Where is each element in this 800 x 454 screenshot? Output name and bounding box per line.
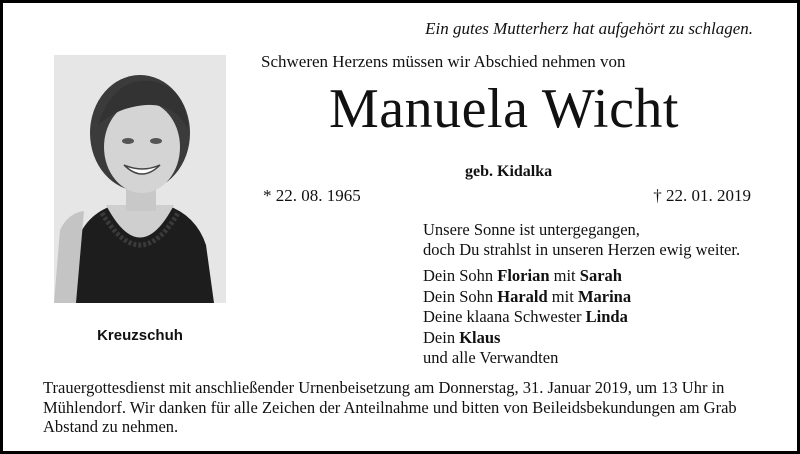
mourners-list xyxy=(423,266,631,369)
mourner-connector: mit xyxy=(547,286,578,306)
motto-text: Ein gutes Mutterherz hat aufgehört zu schlagen. xyxy=(425,19,753,38)
memorial-verse xyxy=(423,220,740,260)
photo-caption: Kreuzschuh xyxy=(97,327,183,344)
mourner-relation: Dein xyxy=(423,327,460,347)
verse-line: doch Du strahlst in unseren Herzen ewig weiter. xyxy=(423,240,741,259)
mourner-relation: und alle Verwandten xyxy=(423,348,559,367)
mourner-line xyxy=(423,266,631,287)
mourner-connector: mit xyxy=(549,266,580,285)
mourner-relation: Deine klaana Schwester xyxy=(423,307,586,326)
mourner-line xyxy=(423,348,631,369)
deceased-name: Manuela Wicht xyxy=(329,78,679,140)
death-date: † 22. 01. 2019 xyxy=(653,186,751,205)
mourner-relation: Dein Sohn xyxy=(423,266,498,285)
mourner-line xyxy=(423,328,631,349)
mourner-partner-name: Marina xyxy=(577,286,632,306)
intro-text: Schweren Herzens müssen wir Abschied nehmen von xyxy=(261,52,626,71)
portrait-photo xyxy=(54,55,226,303)
mourner-line xyxy=(423,307,631,328)
birth-date: * 22. 08. 1965 xyxy=(263,186,361,205)
mourner-line xyxy=(423,287,631,308)
mourner-name: Linda xyxy=(585,307,628,326)
mourner-relation: Dein Sohn xyxy=(423,286,498,306)
mourner-name: Florian xyxy=(497,266,550,285)
mourner-name: Klaus xyxy=(459,327,501,347)
mourner-partner-name: Sarah xyxy=(579,266,622,285)
funeral-service-notice: Trauergottesdienst mit anschließender Urnenbeisetzung am Donnerstag, 31. Januar 2019, um 13 Uhr in Mühlendorf. Wir danken für alle Zeichen der Anteilnahme und bitten von Beileidsbekundungen am Grab Abstand zu nehmen. xyxy=(43,378,737,436)
verse-line: Unsere Sonne ist untergegangen, xyxy=(423,220,640,239)
mourner-name: Harald xyxy=(497,286,548,306)
maiden-name: geb. Kidalka xyxy=(465,163,553,180)
